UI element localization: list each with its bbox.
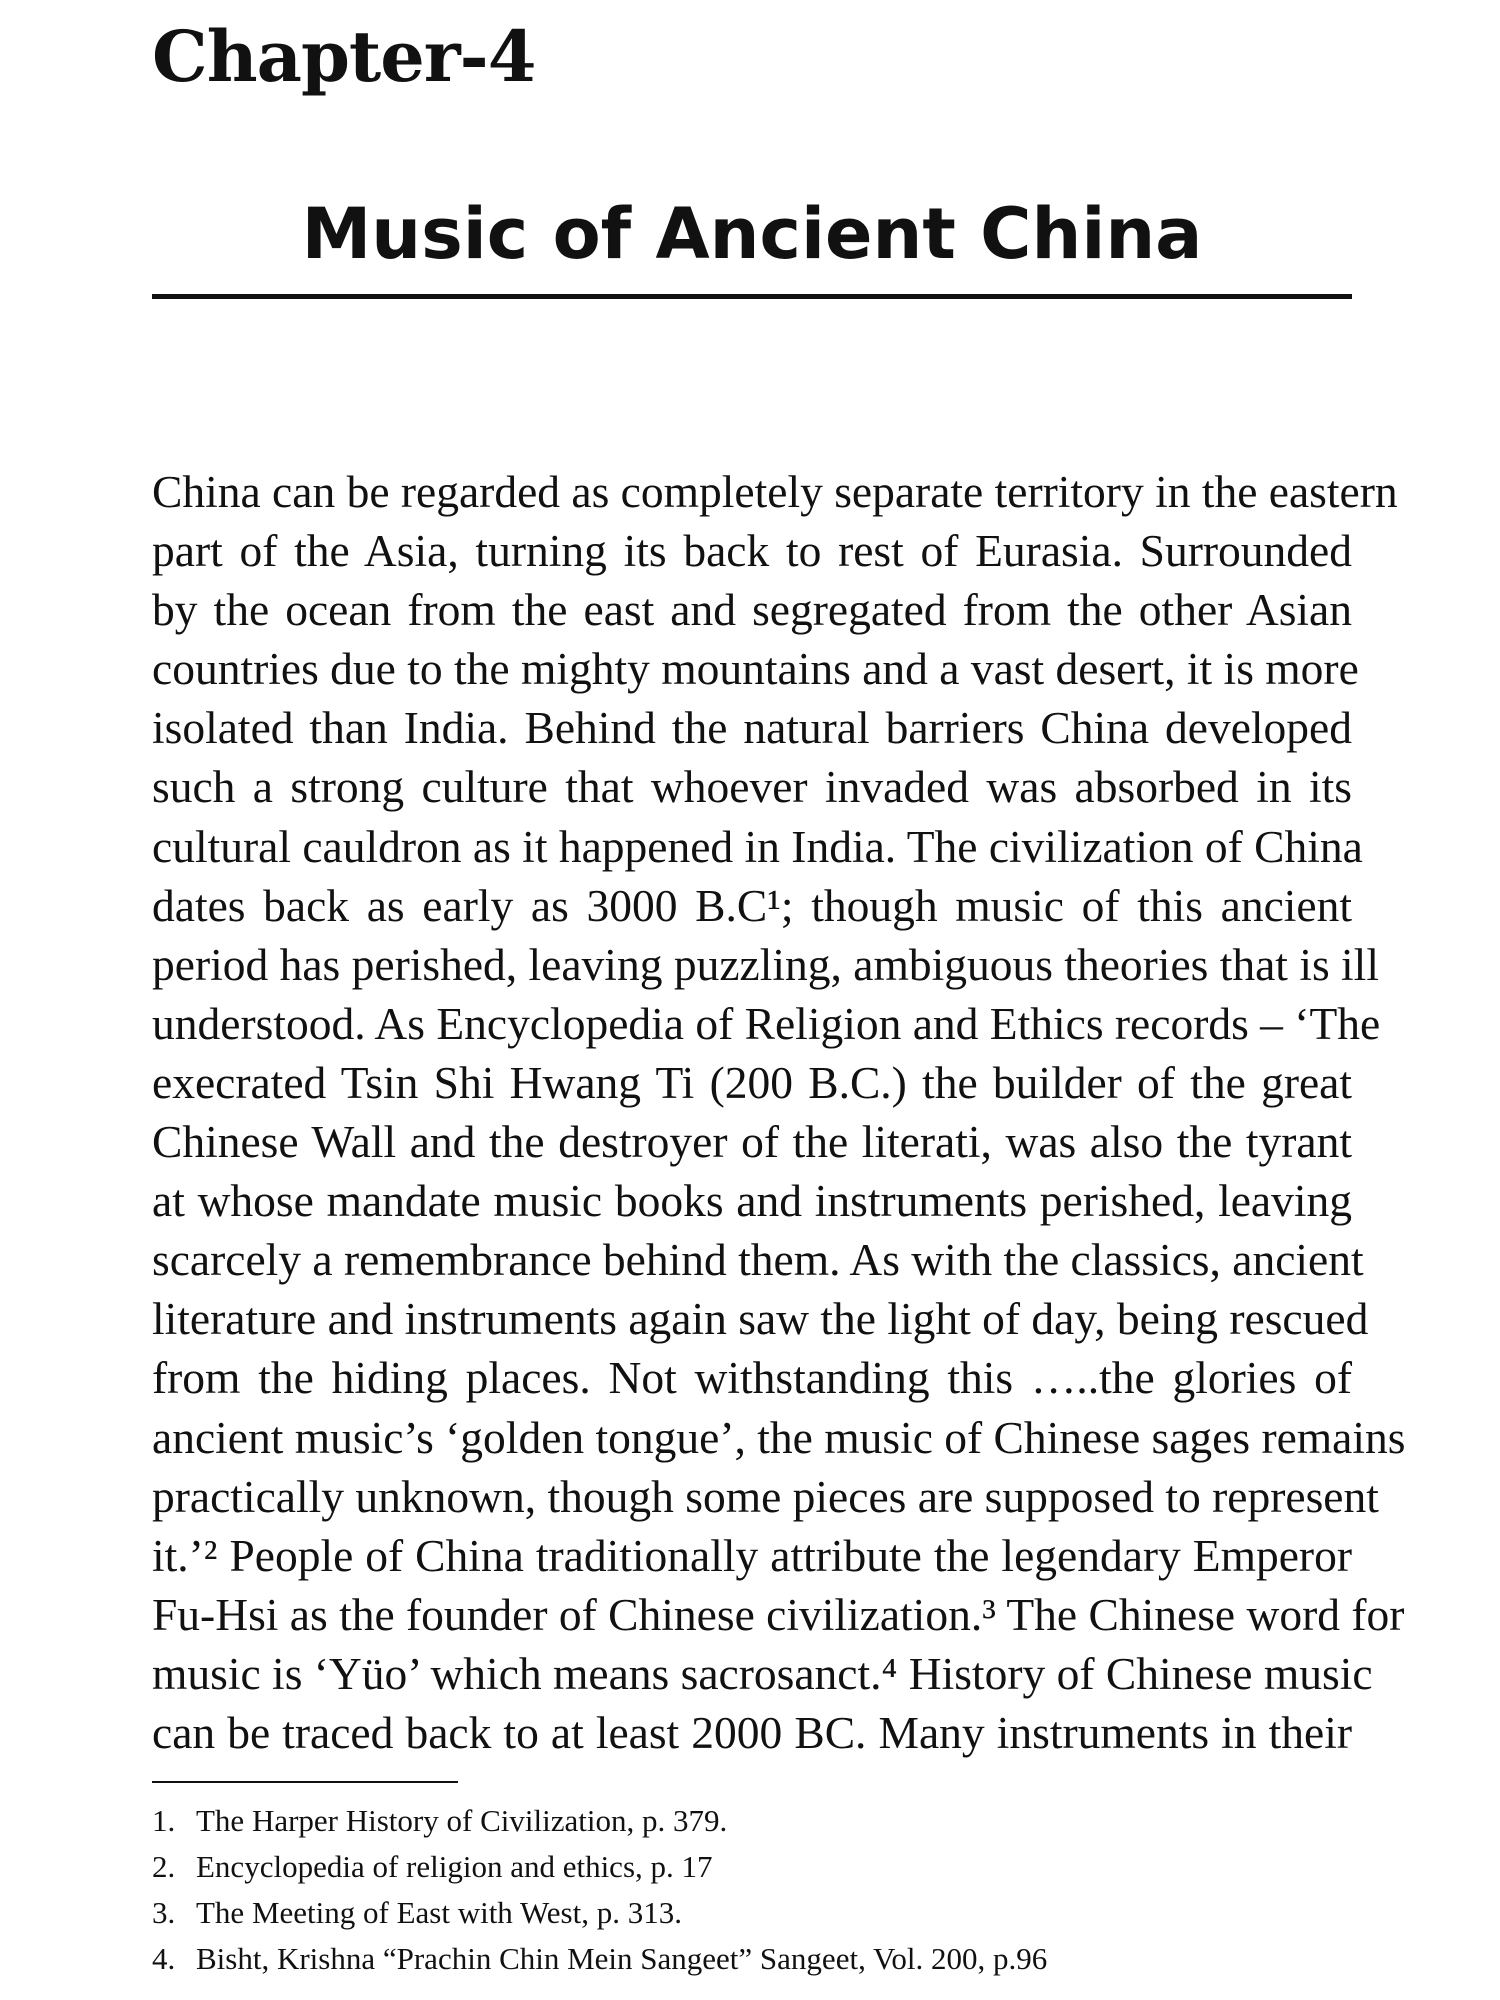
footnote-separator <box>152 1781 458 1783</box>
body-line: from the hiding places. Not withstanding this …..the glories of <box>152 1352 1352 1404</box>
footnote-item <box>152 1798 1352 1844</box>
footnote-item <box>152 1936 1352 1982</box>
footnote-number: 2. <box>152 1849 176 1884</box>
footnote-number: 3. <box>152 1895 176 1930</box>
footnote-number: 1. <box>152 1803 176 1838</box>
footnote-text: Bisht, Krishna “Prachin Chin Mein Sangeet” Sangeet, Vol. 200, p.96 <box>196 1941 1048 1976</box>
body-line: Fu-Hsi as the founder of Chinese civilization.³ The Chinese word for <box>152 1588 1405 1640</box>
body-line: ancient music’s ‘golden tongue’, the music of Chinese sages remains <box>152 1411 1406 1463</box>
footnotes-list <box>152 1798 1352 1982</box>
footnote-text: The Harper History of Civilization, p. 379. <box>196 1803 728 1838</box>
body-line: can be traced back to at least 2000 BC. Many instruments in their <box>152 1706 1352 1758</box>
body-line: practically unknown, though some pieces are supposed to represent <box>152 1470 1379 1522</box>
body-line: dates back as early as 3000 B.C¹; though music of this ancient <box>152 879 1352 931</box>
body-line: such a strong culture that whoever invaded was absorbed in its <box>152 761 1352 813</box>
body-line: execrated Tsin Shi Hwang Ti (200 B.C.) the builder of the great <box>152 1056 1352 1108</box>
body-line: China can be regarded as completely separate territory in the eastern <box>152 466 1398 517</box>
body-line: cultural cauldron as it happened in India. The civilization of China <box>152 820 1363 872</box>
title-underline <box>152 294 1352 299</box>
body-line: Chinese Wall and the destroyer of the literati, was also the tyrant <box>152 1116 1352 1168</box>
footnote-text: The Meeting of East with West, p. 313. <box>196 1895 682 1930</box>
body-line: music is ‘Yüo’ which means sacrosanct.⁴ History of Chinese music <box>152 1647 1373 1699</box>
body-line: by the ocean from the east and segregated from the other Asian <box>152 584 1352 636</box>
body-line: countries due to the mighty mountains and a vast desert, it is more <box>152 643 1359 695</box>
footnote-number: 4. <box>152 1941 176 1976</box>
body-line: part of the Asia, turning its back to rest of Eurasia. Surrounded <box>152 525 1352 577</box>
body-line: it.’² People of China traditionally attribute the legendary Emperor <box>152 1529 1352 1581</box>
body-line: literature and instruments again saw the light of day, being rescued <box>152 1293 1369 1345</box>
footnote-text: Encyclopedia of religion and ethics, p. 17 <box>196 1849 713 1884</box>
body-paragraph <box>152 462 1406 1762</box>
footnote-item <box>152 1890 1352 1936</box>
body-line: period has perished, leaving puzzling, ambiguous theories that is ill <box>152 938 1379 990</box>
body-line: isolated than India. Behind the natural barriers China developed <box>152 702 1352 754</box>
body-line: understood. As Encyclopedia of Religion and Ethics records – ‘The <box>152 997 1381 1049</box>
body-line: scarcely a remembrance behind them. As with the classics, ancient <box>152 1234 1364 1286</box>
body-line: at whose mandate music books and instruments perished, leaving <box>152 1175 1352 1227</box>
chapter-title: Music of Ancient China <box>301 193 1203 275</box>
chapter-label: Chapter-4 <box>152 15 536 98</box>
footnote-item <box>152 1844 1352 1890</box>
